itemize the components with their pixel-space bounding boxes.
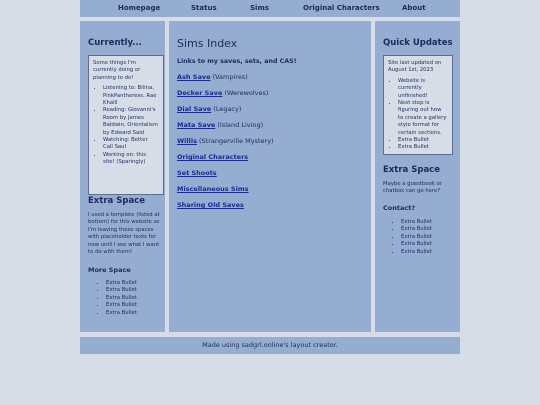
quick-updates-title: Quick Updates [383, 38, 453, 48]
save-link-willis[interactable]: Willis [177, 137, 197, 145]
footer-text: Made using sadgrl.online's layout creator. [202, 341, 338, 349]
left-sidebar [80, 21, 165, 332]
more-space-title: More Space [88, 266, 131, 274]
save-entry [177, 89, 367, 105]
right-extra-space-title: Extra Space [383, 165, 440, 175]
contact-title: Contact? [383, 204, 416, 212]
link-miscellaneous-sims[interactable]: Miscellaneous Sims [177, 185, 249, 193]
updates-item: • Extra Bullet [398, 144, 448, 151]
top-nav [80, 0, 460, 17]
updates-list [388, 78, 448, 152]
save-entry [177, 137, 367, 153]
saves-intro: Links to my saves, sets, and CAS! [177, 58, 297, 65]
footer [80, 337, 460, 354]
right-sidebar [375, 21, 460, 332]
save-note: (Island Living) [215, 121, 264, 129]
save-entry [177, 121, 367, 137]
saves-list [177, 73, 367, 217]
save-note: (Werewolves) [222, 89, 269, 97]
save-link-dial[interactable]: Dial Save [177, 105, 212, 113]
save-link-ash[interactable]: Ash Save [177, 73, 211, 81]
currently-item: • Reading: Giovanni's Room by James Baldwin, Orientalism by Edward Said [103, 107, 159, 137]
save-entry [177, 105, 367, 121]
updates-intro: Site last updated on August 1st, 2023 [388, 60, 442, 74]
list-item: • Extra Bullet [401, 249, 432, 256]
link-original-characters[interactable]: Original Characters [177, 153, 249, 161]
main-content [169, 21, 371, 332]
list-item: • Extra Bullet [401, 241, 432, 248]
list-item: • Extra Bullet [401, 226, 432, 233]
list-item: • Extra Bullet [401, 219, 432, 226]
nav-homepage[interactable]: Homepage [118, 4, 161, 12]
save-entry [177, 153, 367, 169]
list-item: • Extra Bullet [106, 280, 137, 287]
list-item: • Extra Bullet [106, 302, 137, 309]
save-note: (Strangerville Mystery) [196, 137, 274, 145]
extra-space-text: I used a template (listed at bottom) for this website so I'm leaving these spaces with placeholder texts for now until I see what I want to do with them! [88, 212, 160, 256]
updates-item: • Next step is figuring out how to create a gallery style format for certain sections. [398, 100, 448, 137]
currently-box [88, 55, 164, 195]
nav-status[interactable]: Status [191, 4, 217, 12]
link-set-shoots[interactable]: Set Shoots [177, 169, 217, 177]
currently-title: Currently... [88, 38, 142, 48]
contact-list [383, 219, 432, 256]
save-entry [177, 169, 367, 185]
save-link-mata[interactable]: Mata Save [177, 121, 216, 129]
currently-item: • Watching: Better Call Saul [103, 137, 159, 152]
list-item: • Extra Bullet [401, 234, 432, 241]
save-entry [177, 73, 367, 89]
page-title: Sims Index [177, 37, 238, 50]
list-item: • Extra Bullet [106, 295, 137, 302]
more-space-list [88, 280, 137, 317]
save-note: (Legacy) [211, 105, 242, 113]
currently-list [93, 85, 159, 166]
right-extra-space-text: Maybe a guestbook or chatbox can go here? [383, 181, 443, 195]
updates-item: • Extra Bullet [398, 137, 448, 144]
save-entry [177, 185, 367, 201]
currently-item: • Working on: this site! (Sparingly) [103, 152, 159, 167]
link-sharing-old-saves[interactable]: Sharing Old Saves [177, 201, 244, 209]
save-link-decker[interactable]: Decker Save [177, 89, 223, 97]
save-note: (Vampires) [210, 73, 248, 81]
list-item: • Extra Bullet [106, 287, 137, 294]
currently-intro: Some things I'm currently doing or planning to do! [93, 60, 141, 81]
currently-item: • Listening to: Bilina, PinkPantheress, Rae Khalil [103, 85, 159, 107]
nav-about[interactable]: About [402, 4, 426, 12]
nav-original-characters[interactable]: Original Characters [303, 4, 380, 12]
list-item: • Extra Bullet [106, 310, 137, 317]
nav-sims[interactable]: Sims [250, 4, 269, 12]
extra-space-title: Extra Space [88, 196, 145, 206]
updates-item: • Website is currently unfinished! [398, 78, 448, 100]
save-entry [177, 201, 367, 217]
updates-box [383, 55, 453, 155]
